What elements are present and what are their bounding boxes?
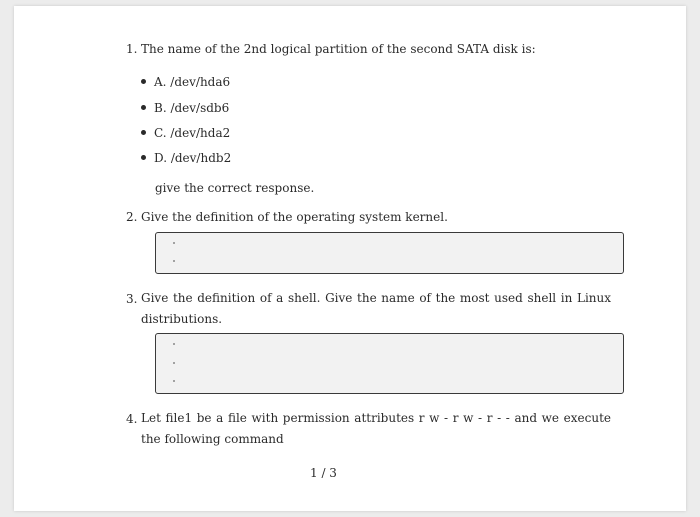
page-number: 1 / 3 (310, 466, 337, 480)
instruction-text: give the correct response. (155, 181, 315, 195)
placeholder-dot (173, 362, 175, 364)
option-label: A. /dev/hda6 (154, 75, 231, 89)
option-c (141, 125, 230, 141)
option-b (141, 100, 229, 116)
question-number: 2. (126, 210, 138, 224)
bullet-icon (141, 105, 146, 110)
bullet-icon (141, 130, 146, 135)
question-number: 1. (126, 42, 138, 56)
bullet-icon (141, 155, 146, 160)
option-label: B. /dev/sdb6 (154, 101, 230, 115)
question-text: The name of the 2nd logical partition of the second SATA disk is: (141, 42, 536, 56)
answer-box-3[interactable] (155, 333, 624, 394)
option-a (141, 74, 230, 90)
placeholder-dot (173, 343, 175, 345)
option-label: C. /dev/hda2 (154, 126, 231, 140)
answer-box-2[interactable] (155, 232, 624, 274)
question-text: Let file1 be a file with permission attributes r w - r w - r - - and we execute the following command (141, 411, 611, 446)
placeholder-dot (173, 260, 175, 262)
question-number: 4. (126, 412, 138, 426)
option-d (141, 150, 231, 166)
bullet-icon (141, 79, 146, 84)
placeholder-dot (173, 242, 175, 244)
question-number: 3. (126, 292, 138, 306)
question-text: Give the definition of a shell. Give the name of the most used shell in Linux distributions. (141, 291, 611, 326)
placeholder-dot (173, 380, 175, 382)
question-text: Give the definition of the operating system kernel. (141, 210, 448, 224)
option-label: D. /dev/hdb2 (154, 151, 232, 165)
